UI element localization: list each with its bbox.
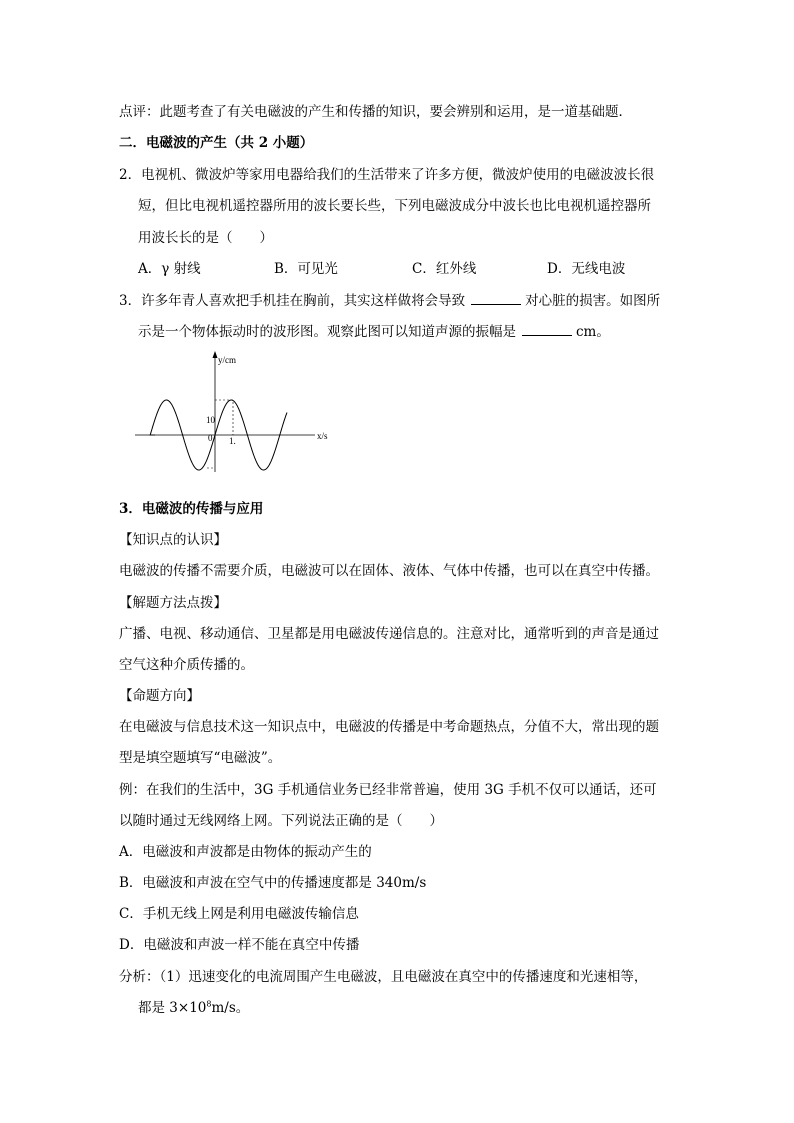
example-line2: 以随时通过无线网络上网。下列说法正确的是（ ） — [119, 813, 443, 829]
tick-label-x: 1. — [229, 436, 236, 446]
direction-line2: 型是填空题填写“电磁波”。 — [119, 750, 282, 766]
y-axis-arrow — [213, 351, 218, 358]
analysis-unit-text: m/s。 — [211, 1000, 250, 1016]
tick-label-origin: 0 — [208, 433, 213, 443]
amplitude-guide-top — [215, 400, 233, 435]
method-line1: 广播、电视、移动通信、卫星都是用电磁波传递信息的。注意对比，通常听到的声音是通过 — [119, 626, 659, 642]
q3-line1-text-b: 对心脏的损害。如图所 — [525, 293, 661, 309]
q2-option-b: B．可见光 — [274, 261, 338, 277]
analysis-speed-text: 都是 3×10 — [138, 1000, 207, 1016]
exponent: 8 — [206, 999, 212, 1009]
analysis-line2 — [138, 998, 249, 1018]
example-option-b: B．电磁波和声波在空气中的传播速度都是 340m/s — [119, 875, 427, 891]
example-option-c: C．手机无线上网是利用电磁波传输信息 — [119, 906, 359, 922]
answer-blank-1[interactable] — [471, 292, 521, 305]
q2-line1: 2．电视机、微波炉等家用电器给我们的生活带来了许多方便，微波炉使用的电磁波波长很 — [119, 167, 655, 183]
waveform-chart — [135, 350, 335, 475]
section2-title: 二．电磁波的产生（共 2 小题） — [119, 135, 314, 151]
knowledge-text: 电磁波的传播不需要介质，电磁波可以在固体、液体、气体中传播，也可以在真空中传播。 — [119, 563, 659, 579]
q2-option-c: C．红外线 — [412, 261, 477, 277]
tick-label-amplitude: 10 — [206, 415, 215, 425]
q3-line1 — [119, 291, 660, 311]
example-option-d: D．电磁波和声波一样不能在真空中传播 — [119, 937, 360, 953]
knowledge-header: 【知识点的认识】 — [119, 532, 227, 548]
q2-line3: 用波长长的是（ ） — [138, 230, 273, 246]
q3-line2-text-a: 示是一个物体振动时的波形图。观察此图可以知道声源的振幅是 — [138, 324, 516, 340]
method-line2: 空气这种介质传播的。 — [119, 657, 254, 673]
example-option-a: A．电磁波和声波都是由物体的振动产生的 — [119, 844, 372, 860]
q3-line2-text-b: cm。 — [576, 324, 610, 340]
comment-line: 点评：此题考查了有关电磁波的产生和传播的知识，要会辨别和运用，是一道基础题． — [119, 104, 632, 120]
q2-option-a: A．γ 射线 — [138, 261, 201, 277]
answer-blank-2[interactable] — [522, 323, 572, 336]
example-line1: 例：在我们的生活中，3G 手机通信业务已经非常普遍，使用 3G 手机不仅可以通话，还可 — [119, 782, 657, 798]
method-header: 【解题方法点拨】 — [119, 595, 227, 611]
y-axis-label: y/cm — [218, 355, 236, 365]
q3-line1-text-a: 3．许多年青人喜欢把手机挂在胸前，其实这样做将会导致 — [119, 293, 466, 309]
q3-line2 — [138, 322, 610, 342]
direction-header: 【命题方向】 — [119, 688, 200, 704]
direction-line1: 在电磁波与信息技术这一知识点中，电磁波的传播是中考命题热点，分值不大，常出现的题 — [119, 719, 659, 735]
section3-title: 3．电磁波的传播与应用 — [119, 501, 264, 517]
q2-line2: 短，但比电视机遥控器所用的波长要长些，下列电磁波成分中波长也比电视机遥控器所 — [138, 198, 651, 214]
x-axis-label: x/s — [317, 431, 328, 441]
q2-option-d: D．无线电波 — [547, 261, 626, 277]
analysis-line1: 分析：（1）迅速变化的电流周围产生电磁波，且电磁波在真空中的传播速度和光速相等， — [119, 969, 648, 985]
